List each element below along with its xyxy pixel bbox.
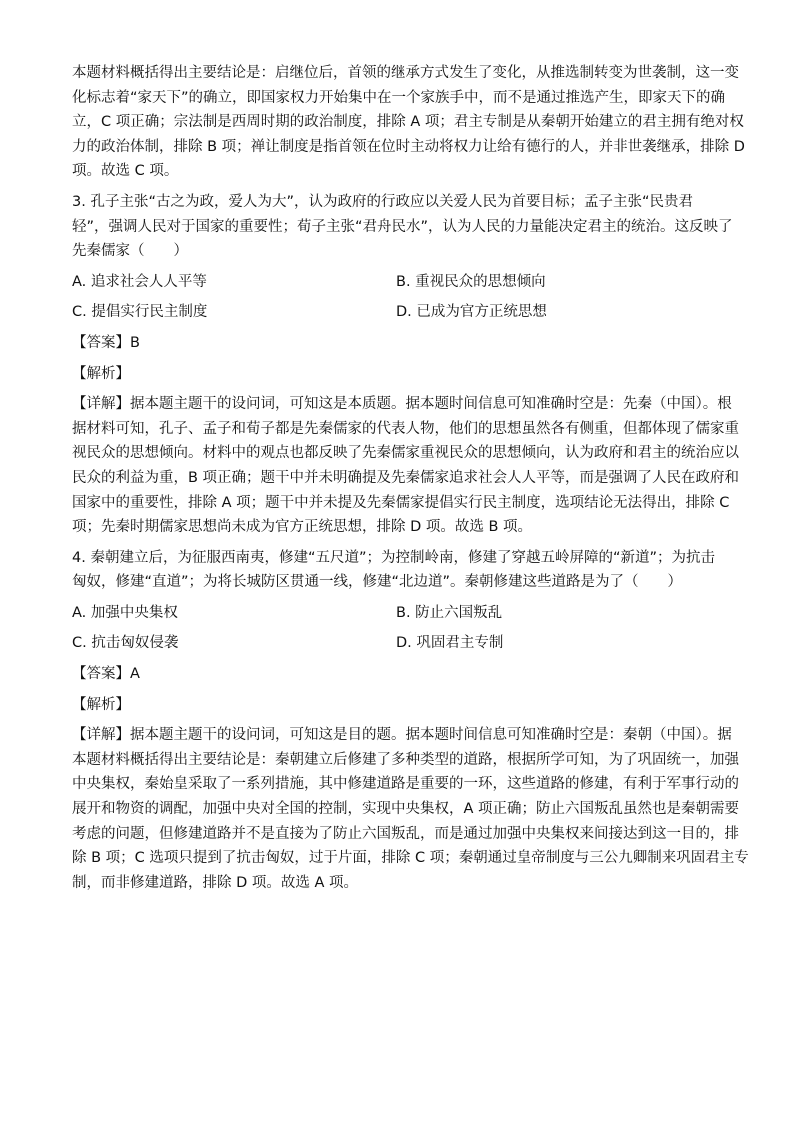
question-4-options-row-2 (72, 631, 722, 656)
question-4-explanation (72, 723, 749, 895)
text-line: 视民众的思想倾向。材料中的观点也都反映了先秦儒家重视民众的思想倾向，认为政府和君主的统治应以 (72, 445, 739, 462)
answer-value: B (130, 334, 140, 351)
answer-tag: 【答案】 (72, 666, 130, 683)
option-d: D. 巩固君主专制 (396, 635, 504, 652)
option-c: C. 提倡实行民主制度 (72, 304, 208, 321)
question-4-options-row-1 (72, 601, 722, 626)
text-line: 先秦儒家（ ） (72, 243, 188, 260)
question-3-options-row-2 (72, 300, 722, 325)
question-4-answer (72, 662, 722, 687)
question-4-stem (72, 546, 722, 595)
text-line: 项。故选 C 项。 (72, 163, 179, 180)
option-b: B. 重视民众的思想倾向 (396, 273, 546, 290)
question-3-explanation (72, 392, 740, 540)
option-a: A. 加强中央集权 (72, 604, 178, 621)
option-a: A. 追求社会人人平等 (72, 273, 207, 290)
text-line: 展开和物资的调配，加强中央对全国的控制，实现中央集权，A 项正确；防止六国叛乱虽然也是秦朝需要 (72, 801, 740, 818)
answer-tag: 【答案】 (72, 334, 130, 351)
text-line: 本题材料概括得出主要结论是：启继位后，首领的继承方式发生了变化，从推选制转变为世袭制，这一变 (72, 65, 739, 81)
question-3-answer (72, 331, 722, 356)
text-line: 考虑的问题，但修建道路并不是直接为了防止六国叛乱，而是通过加强中央集权来间接达到这一目的，排 (72, 825, 739, 842)
option-d: D. 已成为官方正统思想 (396, 304, 547, 321)
text-line: 本题材料概括得出主要结论是：秦朝建立后修建了多种类型的道路，根据所学可知，为了巩固统一，加强 (72, 751, 739, 768)
text-line: 4. 秦朝建立后，为征服西南夷，修建“五尺道”；为控制岭南，修建了穿越五岭屏障的“新道”；为抗击 (72, 549, 715, 566)
document-body (72, 61, 749, 895)
text-line: 【详解】据本题主题干的设问词，可知这是目的题。据本题时间信息可知准确时空是：秦朝（中国）。据 (72, 727, 732, 744)
text-line: 【详解】据本题主题干的设问词，可知这是本质题。据本题时间信息可知准确时空是：先秦（中国）。根 (72, 396, 732, 413)
intro-paragraph (72, 61, 745, 184)
question-3-stem (72, 190, 733, 264)
text-line: 匈奴，修建“直道”；为将长城防区贯通一线，修建“北边道”。秦朝修建这些道路是为了（ ） (72, 574, 683, 591)
text-line: 项；先秦时期儒家思想尚未成为官方正统思想，排除 D 项。故选 B 项。 (72, 519, 533, 536)
text-line: 国家中的重要性，排除 A 项；题干中并未提及先秦儒家提倡实行民主制度，选项结论无法得出，排除 C (72, 494, 730, 511)
option-c: C. 抗击匈奴侵袭 (72, 635, 179, 652)
question-3-options-row-1 (72, 270, 722, 295)
text-line: 除 B 项；C 选项只提到了抗击匈奴，过于片面，排除 C 项；秦朝通过皇帝制度与三公九卿制来巩固君主专 (72, 850, 749, 867)
text-line: 立，C 项正确；宗法制是西周时期的政治制度，排除 A 项；君主专制是从秦朝开始建立的君主拥有绝对权 (72, 114, 744, 131)
question-4-analysis-tag: 【解析】 (72, 696, 130, 713)
answer-value: A (130, 666, 140, 683)
text-line: 化标志着“家天下”的确立，即国家权力开始集中在一个家族手中，而不是通过推选产生，即家天下的确 (72, 89, 726, 106)
text-line: 据材料可知，孔子、孟子和荀子都是先秦儒家的代表人物，他们的思想虽然各有侧重，但都体现了儒家重 (72, 420, 739, 437)
question-3-analysis-tag: 【解析】 (72, 365, 130, 382)
text-line: 中央集权，秦始皇采取了一系列措施，其中修建道路是重要的一环，这些道路的修建，有利于军事行动的 (72, 776, 739, 793)
text-line: 民众的利益为重，B 项正确；题干中并未明确提及先秦儒家追求社会人人平等，而是强调了人民在政府和 (72, 469, 740, 486)
text-line: 3. 孔子主张“古之为政，爱人为大”，认为政府的行政应以关爱人民为首要目标；孟子主张“民贵君 (72, 193, 693, 210)
text-line: 力的政治体制，排除 B 项；禅让制度是指首领在位时主动将权力让给有德行的人，并非世袭继承，排除 D (72, 138, 745, 155)
text-line: 制，而非修建道路，排除 D 项。故选 A 项。 (72, 874, 359, 891)
option-b: B. 防止六国叛乱 (396, 604, 503, 621)
text-line: 轻”，强调人民对于国家的重要性；荀子主张“君舟民水”，认为人民的力量能决定君主的统治。这反映了 (72, 218, 733, 235)
